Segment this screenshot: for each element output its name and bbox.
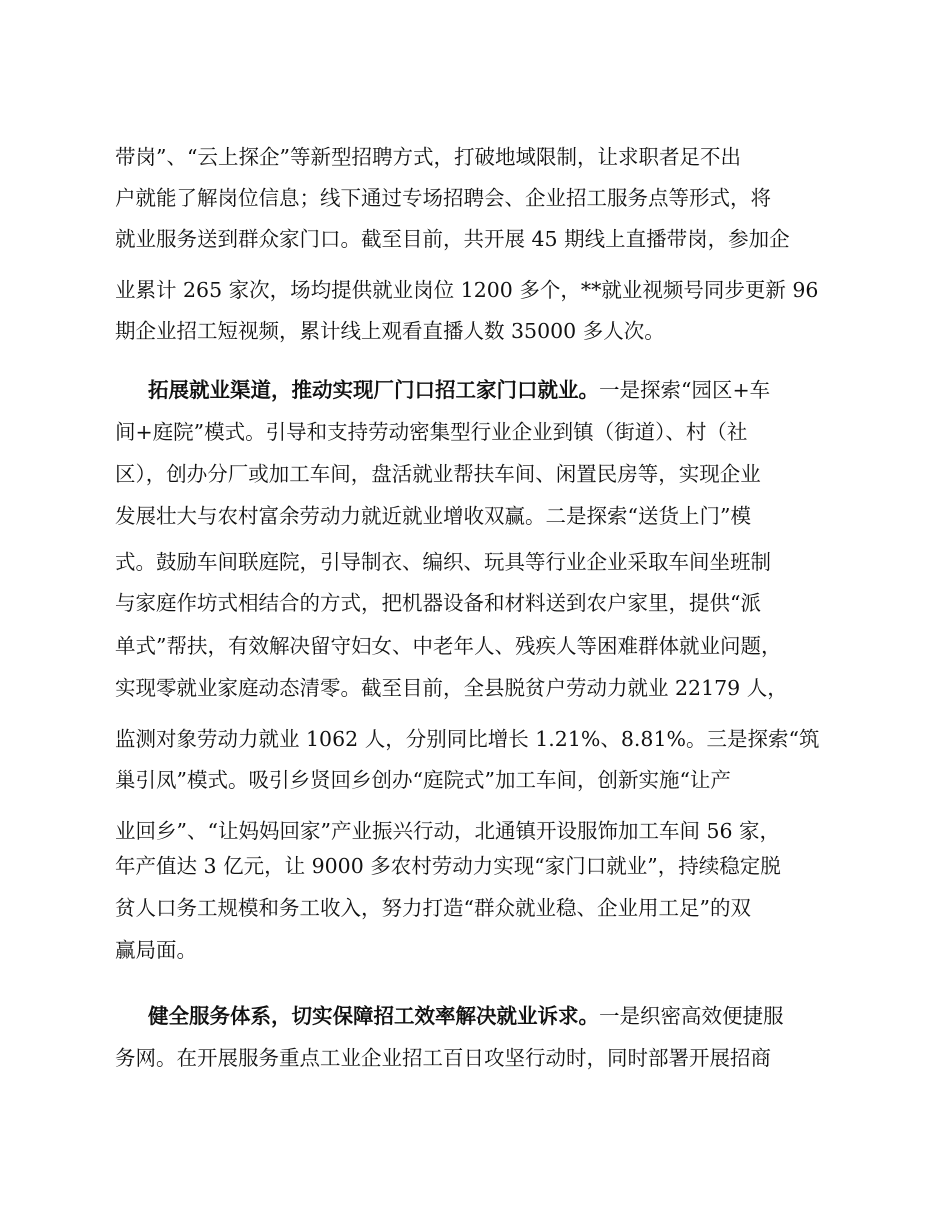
text-line: 式。鼓励车间联庭院，引导制衣、编织、玩具等行业企业采取车间坐班制: [115, 550, 771, 574]
paragraph-heading: 拓展就业渠道，推动实现厂门口招工家门口就业。: [148, 378, 599, 402]
paragraph-first-line: [148, 376, 770, 404]
text-line: 赢局面。: [115, 938, 197, 962]
text-line: 与家庭作坊式相结合的方式，把机器设备和材料送到农户家里，提供“派: [115, 591, 761, 615]
text-line: 就业服务送到群众家门口。截至目前，共开展 45 期线上直播带岗，参加企: [115, 227, 790, 251]
text-line: 带岗”、“云上探企”等新型招聘方式，打破地域限制，让求职者足不出: [115, 145, 741, 169]
text-line: 单式”帮扶，有效解决留守妇女、中老年人、残疾人等困难群体就业问题，: [115, 634, 782, 658]
text-line: 业回乡”、“让妈妈回家”产业振兴行动，北通镇开设服饰加工车间 56 家，: [115, 819, 781, 843]
text-line: 实现零就业家庭动态清零。截至目前，全县脱贫户劳动力就业 22179 人，: [115, 676, 788, 700]
text-line: 巢引凤”模式。吸引乡贤回乡创办“庭院式”加工车间，创新实施“让产: [115, 768, 731, 792]
text-line: 贫人口务工规模和务工收入，努力打造“群众就业稳、企业用工足”的双: [115, 896, 751, 920]
text-line: 监测对象劳动力就业 1062 人，分别同比增长 1.21%、8.81%。三是探索“筑: [115, 727, 820, 751]
text-line: 户就能了解岗位信息；线下通过专场招聘会、企业招工服务点等形式，将: [115, 186, 771, 210]
text-run: 一是探索“园区+车: [599, 378, 771, 402]
text-line: 期企业招工短视频，累计线上观看直播人数 35000 多人次。: [115, 319, 665, 343]
text-line: 发展壮大与农村富余劳动力就近就业增收双赢。二是探索“送货上门”模: [115, 504, 751, 528]
paragraph-heading: 健全服务体系，切实保障招工效率解决就业诉求。: [148, 1004, 599, 1028]
text-line: 区），创办分厂或加工车间，盘活就业帮扶车间、闲置民房等，实现企业: [115, 462, 761, 486]
text-run: 一是织密高效便捷服: [599, 1004, 784, 1028]
paragraph-first-line: [148, 1002, 784, 1030]
text-line: 务网。在开展服务重点工业企业招工百日攻坚行动时，同时部署开展招商: [115, 1046, 771, 1070]
text-line: 间+庭院”模式。引导和支持劳动密集型行业企业到镇（街道）、村（社: [115, 420, 748, 444]
text-line: 业累计 265 家次，场均提供就业岗位 1200 多个，**就业视频号同步更新 96: [115, 278, 819, 302]
text-line: 年产值达 3 亿元，让 9000 多农村劳动力实现“家门口就业”，持续稳定脱: [115, 854, 781, 878]
